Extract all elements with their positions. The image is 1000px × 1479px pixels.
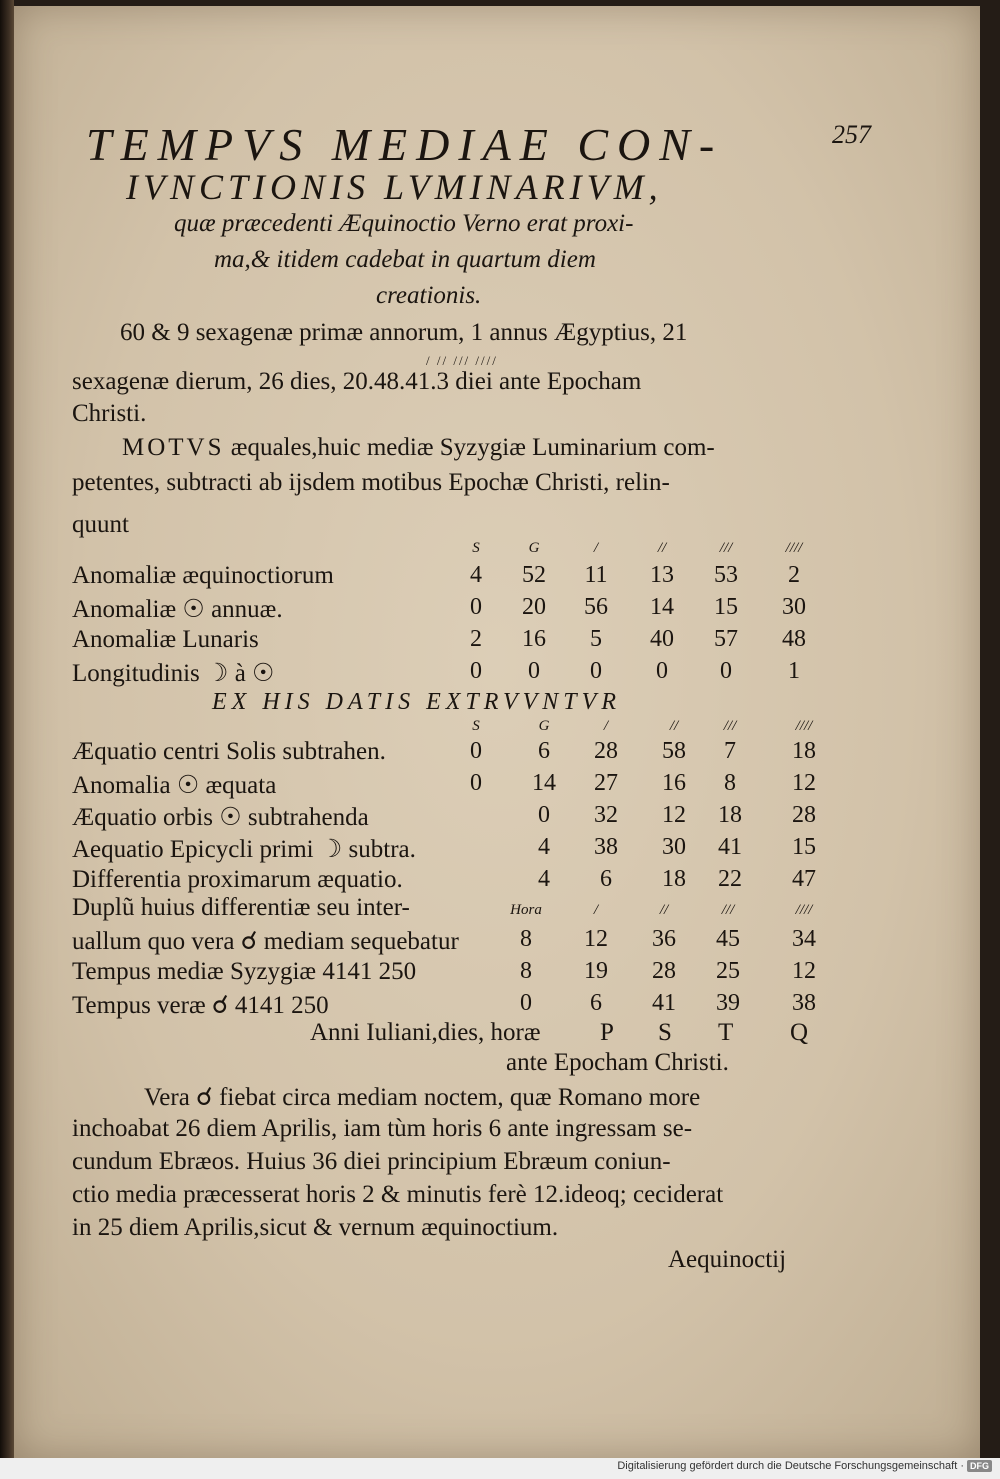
table3-cell: 41 [652,990,676,1016]
table3-cell: 8 [520,926,532,952]
table2-cell: 8 [724,770,736,796]
table1-cell: 0 [528,658,540,684]
table2-cell: 18 [792,738,816,764]
footer-credit [617,1460,992,1472]
table3-header-3: /// [721,902,735,918]
table2-row-label: Differentia proximarum æquatio. [72,866,403,893]
table1-header-0: S [472,540,480,556]
table1-cell: 16 [522,626,546,652]
table2-cell: 38 [594,834,618,860]
table2-cell: 12 [792,770,816,796]
table2-cell: 58 [662,738,686,764]
table3-cell: 8 [520,958,532,984]
table2-cell: 41 [718,834,742,860]
table1-cell: 11 [584,562,608,588]
table1-row-label: Anomaliæ æquinoctiorum [72,562,334,589]
table3-cell: 6 [590,990,602,1016]
table2-cell: 7 [724,738,736,764]
table1-cell: 30 [782,594,806,620]
motus-text-1: æquales,huic mediæ Syzygiæ Luminarium com- [230,434,715,461]
table1-cell: 0 [590,658,602,684]
intro-line-1: 60 & 9 sexagenæ primæ annorum, 1 annus Ægyptius, 21 [120,319,688,346]
table3-cell: 34 [792,926,816,952]
table1-cell: 15 [714,594,738,620]
motus-line-1 [122,434,715,462]
table1-row-label: Anomaliæ ☉ annuæ. [72,596,283,623]
intro-line-2: sexagenæ dierum, 26 dies, 20.48.41.3 diei ante Epocham [72,368,642,395]
title-line-1: TEMPVS MEDIAE CON- [86,119,724,170]
table2-cell: 6 [600,866,612,892]
table2-cell: 15 [792,834,816,860]
table3-row-label: Tempus mediæ Syzygiæ 4141 250 [72,958,417,985]
table2-cell: 0 [470,738,482,764]
table1-cell: 2 [788,562,800,588]
table1-row-label: Anomaliæ Lunaris [72,626,259,653]
table3-header-4: //// [795,902,813,918]
table3-cell: 28 [652,958,676,984]
table2-header-1: G [538,718,550,734]
closing-line-4: ctio media præcesserat horis 2 & minutis ferè 12.ideoq; ceciderat [72,1181,724,1208]
book-page [14,6,980,1458]
table3-row-label: Tempus veræ ☌ 4141 250 [72,992,329,1019]
table1-header-4: /// [719,540,733,556]
table2-cell: 18 [718,802,742,828]
table3-header-1: / [593,902,599,918]
table1-cell: 48 [782,626,806,652]
table3-footer-line-2: ante Epocham Christi. [506,1049,729,1076]
table3-cell: 36 [652,926,676,952]
table2-cell: 47 [792,866,816,892]
table2-cell: 27 [594,770,618,796]
table3-cell: 0 [520,990,532,1016]
title-line-2: IVNCTIONIS LVMINARIVM, [126,167,663,207]
table3-pre-label: Duplũ huius differentiæ seu inter- [72,894,410,921]
table3-footer-q: Q [790,1019,809,1046]
table2-cell: 16 [662,770,686,796]
table1-header-2: / [593,540,599,556]
table2-cell: 30 [662,834,686,860]
table1-cell: 57 [714,626,738,652]
table3-cell: 25 [716,958,740,984]
table1-cell: 20 [522,594,546,620]
table3-cell: 12 [792,958,816,984]
table3-footer-p: P [600,1019,614,1046]
table2-header-3: // [669,718,679,734]
table2-row-label: Aequatio Epicycli primi ☽ subtra. [72,836,416,863]
table1-cell: 4 [470,562,482,588]
table2-row-label: Æquatio centri Solis subtrahen. [72,738,386,765]
subtitle-line-3: creationis. [376,282,482,309]
table1-cell: 0 [656,658,668,684]
motus-line-3: quunt [72,511,129,538]
table2-header-4: /// [723,718,737,734]
closing-line-5: in 25 diem Aprilis,sicut & vernum æquinoctium. [72,1214,559,1241]
table1-cell: 53 [714,562,738,588]
table1-header-3: // [657,540,667,556]
table1-cell: 0 [720,658,732,684]
intro-line-3: Christi. [72,400,147,427]
page-number: 257 [832,120,871,149]
table3-cell: 45 [716,926,740,952]
table1-cell: 13 [650,562,674,588]
table2-cell: 22 [718,866,742,892]
table2-cell: 12 [662,802,686,828]
table1-cell: 40 [650,626,674,652]
table2-header-2: / [603,718,609,734]
table2-cell: 0 [470,770,482,796]
table1-cell: 0 [470,594,482,620]
table3-cell: 39 [716,990,740,1016]
book-binding [0,0,14,1458]
table1-cell: 0 [470,658,482,684]
table2-cell: 28 [594,738,618,764]
table3-header-2: // [659,902,669,918]
table2-cell: 28 [792,802,816,828]
table1-header-1: G [528,540,540,556]
motus-lead: MOTVS [122,434,225,461]
table1-cell: 14 [650,594,674,620]
subtitle-line-1: quæ præcedenti Æquinoctio Verno erat proxi- [174,210,634,237]
table1-header-5: //// [785,540,803,556]
table2-cell: 0 [538,802,550,828]
table3-header-0: Hora [510,902,542,918]
table2-row-label: Æquatio orbis ☉ subtrahenda [72,804,369,831]
table3-footer-s: S [658,1019,672,1046]
table1-cell: 56 [584,594,608,620]
table2-header-0: S [472,718,480,734]
table3-footer-label: Anni Iuliani,dies, horæ [310,1019,541,1046]
subtitle-line-2: ma,& itidem cadebat in quartum diem [214,246,596,273]
table2-cell: 14 [532,770,556,796]
table2-cell: 4 [538,866,550,892]
closing-line-1: Vera ☌ fiebat circa mediam noctem, quæ Romano more [144,1084,701,1111]
table2-cell: 4 [538,834,550,860]
footer-credit-text: Digitalisierung gefördert durch die Deutsche Forschungsgemeinschaft · [617,1460,964,1472]
closing-line-3: cundum Ebræos. Huius 36 diei principium Ebræum coniun- [72,1148,671,1175]
intro-marks: / // /// //// [426,353,498,368]
table1-cell: 1 [788,658,800,684]
dfg-logo-icon: DFG [967,1460,992,1472]
table3-footer-t: T [718,1019,734,1046]
table3-cell: 38 [792,990,816,1016]
section-heading: EX HIS DATIS EXTRVVNTVR [212,689,621,715]
catchword: Aequinoctij [668,1246,787,1273]
table1-cell: 52 [522,562,546,588]
footer-bar [0,1458,1000,1479]
table3-row-label: uallum quo vera ☌ mediam sequebatur [72,928,459,955]
table2-cell: 18 [662,866,686,892]
table2-cell: 6 [538,738,550,764]
table2-row-label: Anomalia ☉ æquata [72,772,277,799]
table3-cell: 19 [584,958,608,984]
table1-cell: 5 [590,626,602,652]
closing-line-2: inchoabat 26 diem Aprilis, iam tùm horis 6 ante ingressam se- [72,1115,693,1142]
table2-cell: 32 [594,802,618,828]
table1-cell: 2 [470,626,482,652]
table3-cell: 12 [584,926,608,952]
motus-line-2: petentes, subtracti ab ijsdem motibus Epochæ Christi, relin- [72,469,670,496]
table2-header-5: //// [795,718,813,734]
table1-row-label: Longitudinis ☽ à ☉ [72,660,275,687]
